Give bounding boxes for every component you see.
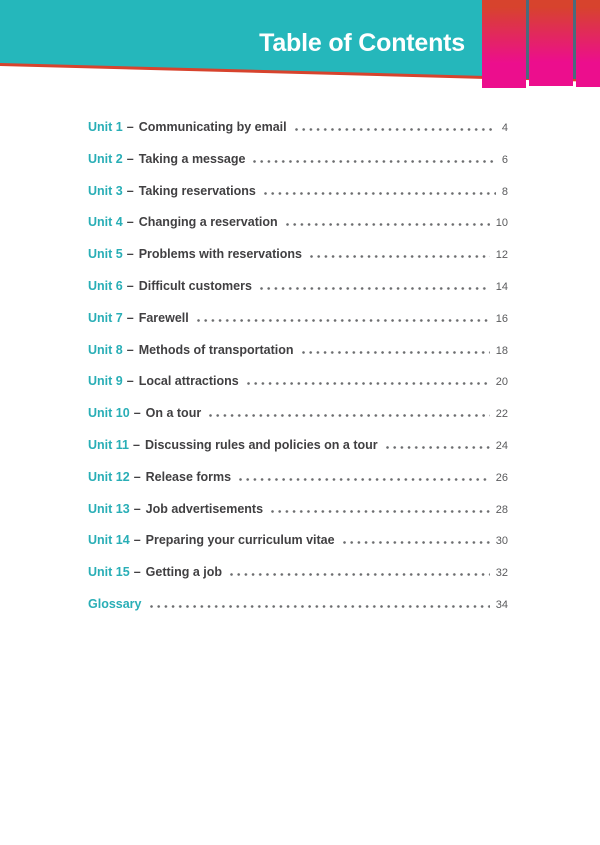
- entry-title: Discussing rules and policies on a tour: [144, 437, 378, 452]
- separator-dash: –: [126, 151, 134, 166]
- page-number: 6: [501, 153, 508, 166]
- dot-leader: [286, 223, 490, 226]
- separator-dash: –: [126, 120, 134, 134]
- unit-label: Unit 7: [88, 310, 123, 325]
- entry-title: Communicating by email: [138, 120, 287, 134]
- toc-entry: [88, 365, 508, 397]
- entry-title: Taking reservations: [138, 183, 256, 198]
- page-title: Table of Contents: [259, 29, 465, 57]
- separator-dash: –: [133, 437, 140, 452]
- separator-dash: –: [133, 501, 141, 516]
- dot-leader: [386, 446, 490, 449]
- decorative-gradient-bar-3: [576, 0, 600, 87]
- toc-entry: [88, 270, 508, 302]
- page-number: 18: [495, 344, 508, 357]
- dot-leader: [310, 255, 490, 258]
- entry-title: Release forms: [145, 469, 232, 484]
- dot-leader: [264, 192, 496, 195]
- separator-dash: –: [126, 215, 134, 230]
- bar-divider-1: [526, 0, 529, 79]
- dot-leader: [295, 128, 496, 131]
- page-number: 10: [495, 217, 508, 230]
- unit-label: Unit 2: [88, 151, 123, 166]
- toc-entry: [88, 397, 508, 429]
- unit-label: Unit 9: [88, 374, 123, 389]
- separator-dash: –: [126, 183, 134, 198]
- toc-entry: [88, 588, 508, 620]
- unit-label: Unit 1: [88, 120, 123, 134]
- page-number: 26: [495, 471, 508, 484]
- separator-dash: –: [133, 469, 141, 484]
- page-number: 32: [495, 567, 508, 580]
- unit-label: Unit 12: [88, 469, 130, 484]
- dot-leader: [247, 382, 490, 385]
- unit-label: Unit 13: [88, 501, 130, 516]
- page-number: 30: [495, 535, 508, 548]
- page-number: 12: [495, 249, 508, 262]
- entry-title: Preparing your curriculum vitae: [145, 533, 335, 548]
- dot-leader: [253, 160, 495, 163]
- unit-label: Unit 10: [88, 406, 130, 421]
- unit-label: Unit 6: [88, 278, 123, 293]
- unit-label: Unit 4: [88, 215, 123, 230]
- unit-label: Glossary: [88, 596, 142, 611]
- entry-title: Getting a job: [145, 565, 223, 580]
- dot-leader: [271, 510, 490, 513]
- page-number: 20: [495, 376, 508, 389]
- toc-entry: [88, 302, 508, 334]
- toc-entry: [88, 238, 508, 270]
- unit-label: Unit 3: [88, 183, 123, 198]
- separator-dash: –: [126, 278, 134, 293]
- toc-entry: [88, 143, 508, 175]
- unit-label: Unit 5: [88, 247, 123, 262]
- page-number: 34: [495, 598, 508, 611]
- dot-leader: [239, 478, 490, 481]
- dot-leader: [150, 605, 490, 608]
- separator-dash: –: [126, 374, 134, 389]
- separator-dash: –: [126, 342, 134, 357]
- decorative-gradient-bar-1: [482, 0, 526, 88]
- bar-divider-2: [573, 0, 576, 79]
- page-header: [0, 0, 600, 95]
- dot-leader: [197, 319, 490, 322]
- toc-entry: [88, 429, 508, 461]
- separator-dash: –: [133, 533, 141, 548]
- toc-list: [88, 111, 508, 620]
- page-number: 24: [495, 439, 508, 452]
- toc-entry: [88, 524, 508, 556]
- page-number: 22: [495, 408, 508, 421]
- entry-title: Local attractions: [138, 374, 239, 389]
- entry-title: Farewell: [138, 310, 189, 325]
- entry-title: Job advertisements: [145, 501, 264, 516]
- decorative-gradient-bar-2: [529, 0, 573, 86]
- entry-title: Methods of transportation: [138, 342, 294, 357]
- entry-title: On a tour: [145, 406, 202, 421]
- separator-dash: –: [133, 565, 141, 580]
- separator-dash: –: [126, 310, 134, 325]
- entry-title: Problems with reservations: [138, 247, 302, 262]
- page-number: 16: [495, 312, 508, 325]
- dot-leader: [260, 287, 490, 290]
- dot-leader: [209, 414, 490, 417]
- unit-label: Unit 8: [88, 342, 123, 357]
- entry-title: Difficult customers: [138, 278, 252, 293]
- toc-entry: [88, 556, 508, 588]
- page-number: 8: [501, 185, 508, 198]
- page-number: 4: [501, 122, 508, 134]
- toc-entry: [88, 334, 508, 366]
- separator-dash: –: [133, 406, 141, 421]
- unit-label: Unit 11: [88, 437, 129, 452]
- toc-entry: [88, 111, 508, 143]
- separator-dash: –: [126, 247, 134, 262]
- dot-leader: [343, 541, 490, 544]
- toc-entry: [88, 493, 508, 525]
- dot-leader: [302, 351, 490, 354]
- page-number: 28: [495, 503, 508, 516]
- toc-entry: [88, 461, 508, 493]
- toc-entry: [88, 175, 508, 207]
- dot-leader: [230, 573, 490, 576]
- unit-label: Unit 15: [88, 565, 130, 580]
- toc-entry: [88, 206, 508, 238]
- entry-title: Taking a message: [138, 151, 246, 166]
- unit-label: Unit 14: [88, 533, 130, 548]
- page-number: 14: [495, 280, 508, 293]
- entry-title: Changing a reservation: [138, 215, 278, 230]
